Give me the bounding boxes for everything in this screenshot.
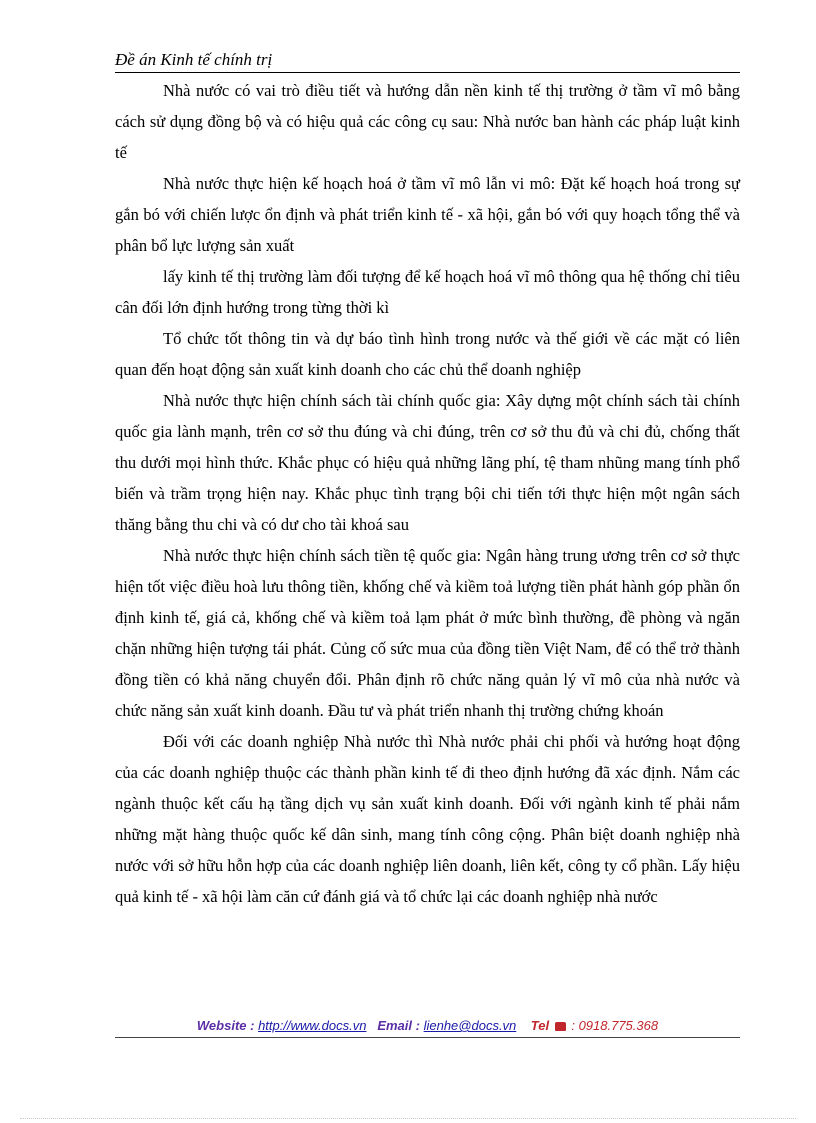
document-body xyxy=(115,75,740,912)
page-boundary xyxy=(20,1118,796,1119)
email-separator: : xyxy=(415,1018,420,1033)
page-header-title: Đề án Kinh tế chính trị xyxy=(115,50,273,69)
page-footer xyxy=(115,1018,740,1033)
telephone-icon xyxy=(555,1022,566,1031)
tel-label: Tel xyxy=(530,1018,550,1033)
paragraph-2: Nhà nước thực hiện kế hoạch hoá ở tầm vĩ mô lẫn vi mô: Đặt kế hoạch hoá trong sự gắn bó với chiến lược ổn định và phát triển kinh tế - xã hội, gắn bó với quy hoạch tổng thể và phân bổ lực lượng sản xuất xyxy=(115,174,740,255)
paragraph-5: Nhà nước thực hiện chính sách tài chính quốc gia: Xây dựng một chính sách tài chính quốc gia lành mạnh, trên cơ sở thu đúng và chi đúng, trên cơ sở thu đủ và chi đủ, chống thất thu dưới mọi hình thức. Khắc phục có hiệu quả những lãng phí, tệ tham nhũng mang tính phổ biến và trầm trọng hiện nay. Khắc phục tình trạng bội chi tiến tới thực hiện một ngân sách thăng bằng thu chi và có dư cho tài khoá sau xyxy=(115,391,740,534)
email-label: Email xyxy=(377,1018,412,1033)
paragraph-3: lấy kinh tế thị trường làm đối tượng để kế hoạch hoá vĩ mô thông qua hệ thống chỉ tiêu cân đối lớn định hướng trong từng thời kì xyxy=(115,267,740,317)
paragraph-6: Nhà nước thực hiện chính sách tiền tệ quốc gia: Ngân hàng trung ương trên cơ sở thực hiện tốt việc điều hoà lưu thông tiền, khống chế và kiềm toả lượng tiền phát hành góp phần ổn định kinh tế, giá cả, khống chế và kiềm toả lạm phát ở mức bình thường, đề phòng và ngăn chặn những hiện tượng tái phát. Củng cố sức mua của đồng tiền Việt Nam, để có thể trở thành đồng tiền có khả năng chuyển đổi. Phân định rõ chức năng quản lý vĩ mô của nhà nước và chức năng sản xuất kinh doanh. Đầu tư và phát triển nhanh thị trường chứng khoán xyxy=(115,546,740,720)
tel-separator: : xyxy=(571,1018,575,1033)
paragraph-1: Nhà nước có vai trò điều tiết và hướng dẫn nền kinh tế thị trường ở tầm vĩ mô bằng cách sử dụng đồng bộ và có hiệu quả các công cụ sau: Nhà nước ban hành các pháp luật kinh tế xyxy=(115,81,740,162)
phone-number: 0918.775.368 xyxy=(578,1018,659,1033)
footer-divider xyxy=(115,1037,740,1038)
email-link[interactable]: lienhe@docs.vn xyxy=(423,1018,517,1033)
header-divider xyxy=(115,72,740,73)
website-link[interactable]: http://www.docs.vn xyxy=(258,1018,367,1033)
paragraph-7: Đối với các doanh nghiệp Nhà nước thì Nhà nước phải chi phối và hướng hoạt động của các doanh nghiệp thuộc các thành phần kinh tế đi theo định hướng đã xác định. Nắm các ngành thuộc kết cấu hạ tầng dịch vụ sản xuất kinh doanh. Đối với ngành kinh tế phải nắm những mặt hàng thuộc quốc kế dân sinh, mang tính công cộng. Phân biệt doanh nghiệp nhà nước với sở hữu hỗn hợp của các doanh nghiệp liên doanh, liên kết, công ty cổ phần. Lấy hiệu quả kinh tế - xã hội làm căn cứ đánh giá và tổ chức lại các doanh nghiệp nhà nước xyxy=(115,732,740,906)
website-label: Website : xyxy=(196,1018,255,1033)
paragraph-4: Tổ chức tốt thông tin và dự báo tình hình trong nước và thế giới về các mặt có liên quan đến hoạt động sản xuất kinh doanh cho các chủ thể doanh nghiệp xyxy=(115,329,740,379)
